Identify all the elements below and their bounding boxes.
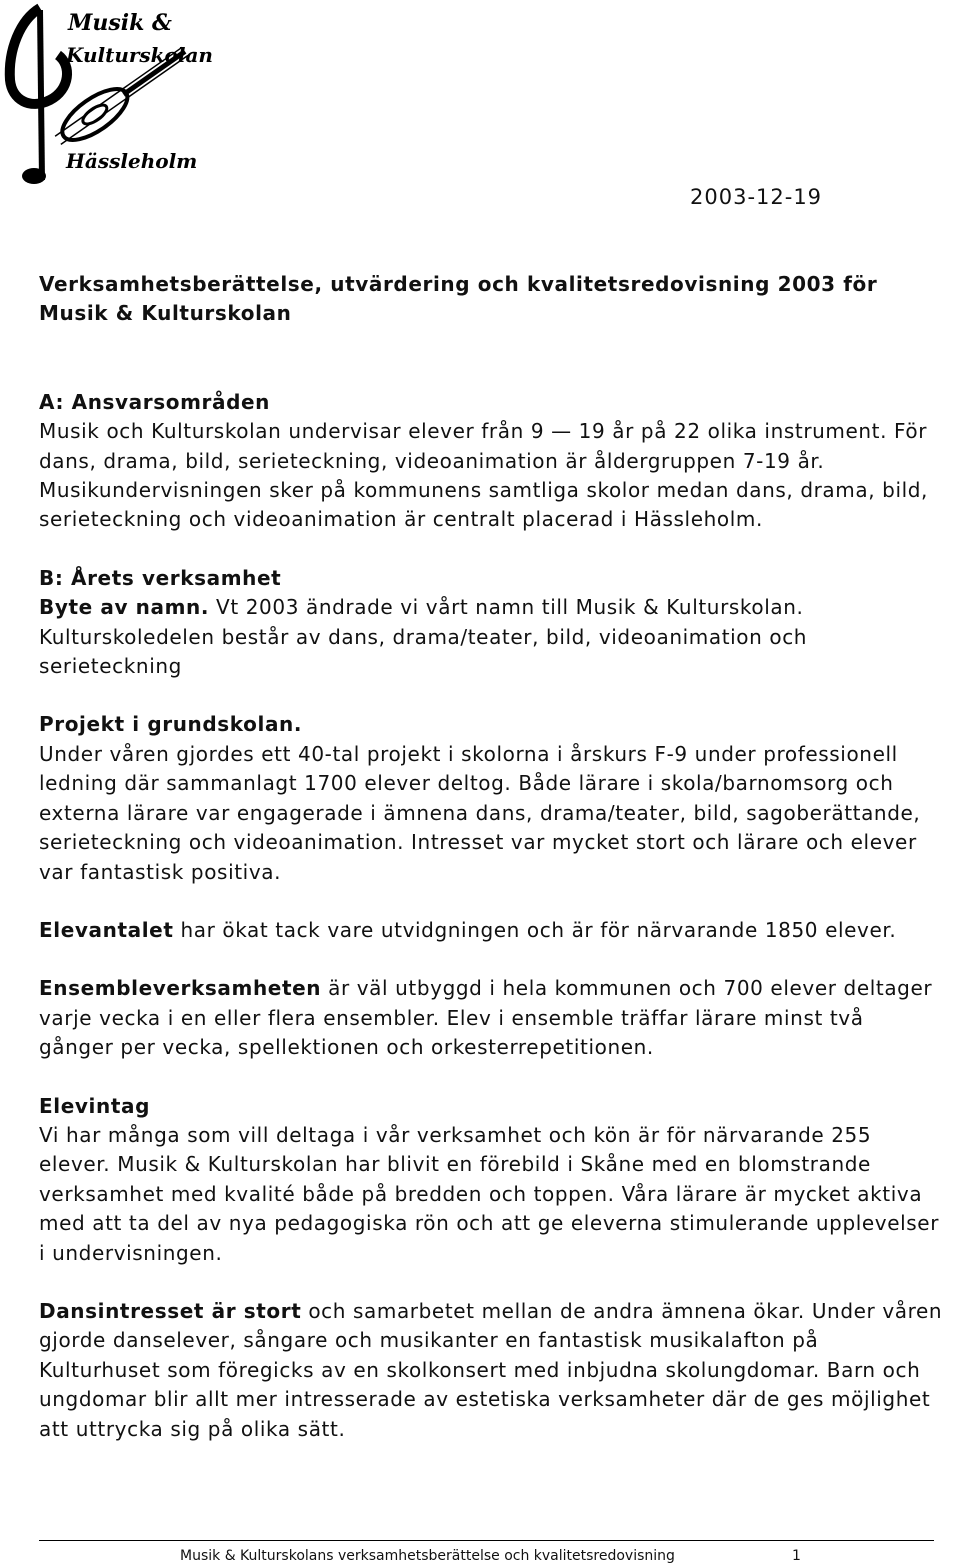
section-b-heading: B: Årets verksamhet <box>39 565 282 590</box>
document-body <box>39 270 944 1444</box>
note-stem <box>40 10 42 180</box>
school-logo <box>0 0 220 190</box>
elevantal-text: har ökat tack vare utvidgningen och är för närvarande 1850 elever. <box>173 917 897 942</box>
ensemble-text: är väl utbyggd i hela kommunen och 700 elever deltager varje vecka i en eller flera ensembler. Elev i ensemble träffar lärare minst två gånger per vecka, spellektionen och orkesterrepetitionen. <box>39 976 933 1060</box>
elevantal-heading: Elevantalet <box>39 917 174 942</box>
logo-line2: Kulturskolan <box>66 43 213 67</box>
name-change-paragraph <box>39 593 944 681</box>
projekt-heading: Projekt i grundskolan. <box>39 712 303 737</box>
name-change-text: Vt 2003 ändrade vi vårt namn till Musik & Kulturskolan. Kulturskoledelen består av dans, drama/teater, bild, videoanimation och serieteckning <box>39 595 808 679</box>
section-a-text: Musik och Kulturskolan undervisar elever från 9 — 19 år på 22 olika instrument. För dans, drama, bild, serieteckning, videoanimation är åldergruppen 7-19 år. Musikundervisningen sker på kommunens samtliga skolor medan dans, drama, bild, serieteckning och videoanimation är centralt placerad i Hässleholm. <box>39 419 929 532</box>
elevintag-text: Vi har många som vill deltaga i vår verksamhet och kön är för närvarande 255 elever. Musik & Kulturskolan har blivit en förebild i Skåne med en blomstrande verksamhet med kvalité både på bredden och toppen. Våra lärare är mycket aktiva med att ta del av nya pedagogiska rön och att ge eleverna stimulerande upplevelser i undervisningen. <box>39 1122 940 1265</box>
dans-heading: Dansintresset är stort <box>39 1298 302 1323</box>
document-title: Verksamhetsberättelse, utvärdering och kvalitetsredovisning 2003 för Musik & Kulturskolan <box>39 272 878 326</box>
ensemble-heading: Ensembleverksamheten <box>39 976 322 1001</box>
elevantal-paragraph <box>39 916 944 945</box>
note-head <box>22 168 46 184</box>
section-a-heading: A: Ansvarsområden <box>39 389 270 414</box>
elevintag-heading: Elevintag <box>39 1093 150 1118</box>
footer-text: Musik & Kulturskolans verksamhetsberättelse och kvalitetsredovisning <box>180 1548 675 1564</box>
logo-line3: Hässleholm <box>66 149 198 173</box>
document-date: 2003-12-19 <box>690 185 823 209</box>
footer-rule <box>39 1540 934 1541</box>
ensemble-paragraph <box>39 974 944 1062</box>
projekt-text: Under våren gjordes ett 40-tal projekt i skolorna i årskurs F-9 under professionell ledning där sammanlagt 1700 elever deltog. Både lärare i skola/barnomsorg och externa lärare var engagerade i ämnena dans, drama/teater, bild, sagoberättande, serieteckning och videoanimation. Intresset var mycket stort och lärare och elever var fantastisk positiva. <box>39 741 921 884</box>
logo-line1: Musik & <box>68 10 172 36</box>
dans-paragraph <box>39 1297 944 1444</box>
page-number: 1 <box>792 1548 801 1564</box>
dans-text: och samarbetet mellan de andra ämnena ökar. Under våren gjorde danselever, sångare och musikanter en fantastisk musikalafton på Kulturhuset som föregicks av en skolkonsert med inbjudna skolungdomar. Barn och ungdomar blir allt mer intresserade av estetiska verksamheter där de ges möjlighet att uttrycka sig på olika sätt. <box>39 1298 943 1441</box>
name-change-heading: Byte av namn. <box>39 595 210 620</box>
